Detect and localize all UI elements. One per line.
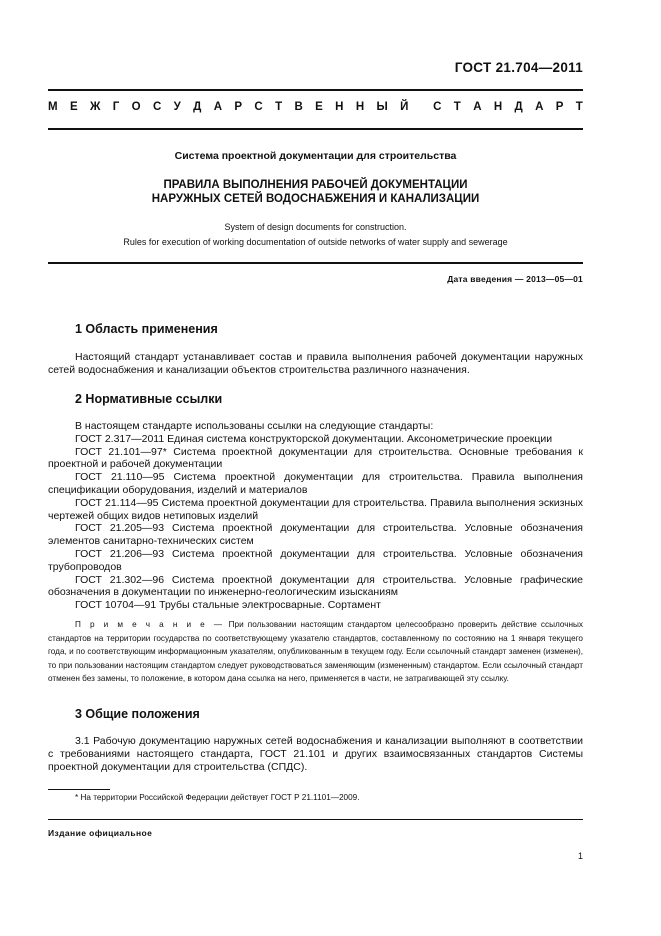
section-1-heading: 1 Область применения [75, 322, 218, 336]
banner-letter: М [48, 101, 58, 113]
english-title [48, 220, 583, 250]
introduction-date: Дата введения — 2013—05—01 [447, 274, 583, 284]
edition-label: Издание официальное [48, 828, 153, 838]
main-title-line-1: ПРАВИЛА ВЫПОЛНЕНИЯ РАБОЧЕЙ ДОКУМЕНТАЦИИ [163, 179, 468, 191]
reference-item: ГОСТ 21.206—93 Система проектной документации для строительства. Условные обозначения трубопроводов [48, 547, 583, 573]
banner-letter: С [433, 101, 442, 113]
section-1-body [48, 351, 583, 377]
banner-letter: Д [514, 101, 523, 113]
reference-item: ГОСТ 10704—91 Трубы стальные электросварные. Сортамент [75, 599, 381, 612]
banner-letter: У [173, 101, 181, 113]
banner-letter: Ы [376, 101, 388, 113]
banner-letter: Р [234, 101, 243, 113]
footnote-rule [48, 789, 110, 790]
banner-letter: Р [555, 101, 564, 113]
main-title [48, 178, 583, 206]
banner-letter: А [535, 101, 544, 113]
reference-item: ГОСТ 2.317—2011 Единая система конструкторской документации. Аксонометрические проекции [75, 432, 553, 445]
footnote: * На территории Российской Федерации действует ГОСТ Р 21.1101—2009. [75, 793, 360, 802]
banner-letter: А [213, 101, 223, 113]
banner-letter: Е [315, 101, 323, 113]
references-note [48, 618, 583, 686]
system-title: Система проектной документации для строительства [174, 150, 457, 162]
english-title-line-2: Rules for execution of working documentation of outside networks of water supply and sewerage [123, 237, 508, 247]
page-number: 1 [577, 851, 583, 861]
document-code: ГОСТ 21.704—2011 [454, 60, 583, 75]
title-rule [48, 262, 583, 264]
top-rule [48, 89, 583, 91]
section-3-body [48, 735, 583, 773]
reference-item: ГОСТ 21.114—95 Система проектной документации для строительства. Правила выполнения эскизных чертежей общих видов нетиповых изделий [48, 496, 583, 522]
banner-letter: Т [453, 101, 461, 113]
reference-item: ГОСТ 21.101—97* Система проектной документации для строительства. Основные требования к проектной и рабочей документации [48, 445, 583, 471]
banner-letter: Т [575, 101, 583, 113]
english-title-line-1: System of design documents for construction. [224, 222, 407, 232]
references-intro: В настоящем стандарте использованы ссылки на следующие стандарты: [75, 420, 434, 432]
banner-letter: Г [112, 101, 120, 113]
banner-letter: Н [355, 101, 365, 113]
banner-letter: О [131, 101, 141, 113]
reference-item: ГОСТ 21.205—93 Система проектной документации для строительства. Условные обозначения элементов санитарно-технических систем [48, 522, 583, 548]
banner-letter: Д [193, 101, 202, 113]
banner-letter: Т [275, 101, 283, 113]
banner-letter: А [473, 101, 482, 113]
reference-item: ГОСТ 21.110—95 Система проектной документации для строительства. Правила выполнения спецификации оборудования, изделий и материалов [48, 471, 583, 496]
note-label: П р и м е ч а н и е — [75, 620, 225, 629]
banner-letter: Е [69, 101, 78, 113]
note-text: При пользовании настоящим стандартом целесообразно проверить действие ссылочных стандартов на территории государства по соответствующему указателю стандартов, составленному по состоянию на 1 января текущего года, и по соответствующим информационным указателям, опубликованным в текущем году. Если ссылочный стандарт заменен (изменен), то при пользовании настоящим стандартом следует руководствоваться заменяющим (измененным) стандартом. Если ссылочный стандарт отменен без замены, то положение, в котором дана ссылка на него, применяется в части, не затрагивающей эту ссылку. [48, 620, 583, 683]
banner-letter: С [254, 101, 263, 113]
banner-letter: Н [493, 101, 503, 113]
interstate-standard-banner [48, 101, 583, 113]
section-3-heading: 3 Общие положения [75, 707, 200, 721]
banner-rule [48, 128, 583, 130]
section-3-paragraph: 3.1 Рабочую документацию наружных сетей водоснабжения и канализации выполняют в соответствии с требованиями настоящего стандарта, ГОСТ 21.101 и других взаимосвязанных стандартов Системы проектной документации для строительства (СПДС). [48, 735, 583, 773]
section-1-paragraph: Настоящий стандарт устанавливает состав и правила выполнения рабочей документации наружных сетей водоснабжения и канализации объектов строительства различного назначения. [48, 351, 583, 376]
banner-letter: В [294, 101, 303, 113]
section-2-body [48, 420, 583, 612]
section-2-heading: 2 Нормативные ссылки [75, 392, 223, 406]
banner-letter: Й [400, 101, 409, 113]
banner-letter: Ж [89, 101, 101, 113]
main-title-line-2: НАРУЖНЫХ СЕТЕЙ ВОДОСНАБЖЕНИЯ И КАНАЛИЗАЦИИ [151, 193, 480, 205]
banner-letter: Н [335, 101, 344, 113]
reference-item: ГОСТ 21.302—96 Система проектной документации для строительства. Условные графические обозначения в документации по инженерно-геологическим изысканиям [48, 573, 583, 599]
banner-letter: С [152, 101, 162, 113]
footer-rule [48, 819, 583, 820]
